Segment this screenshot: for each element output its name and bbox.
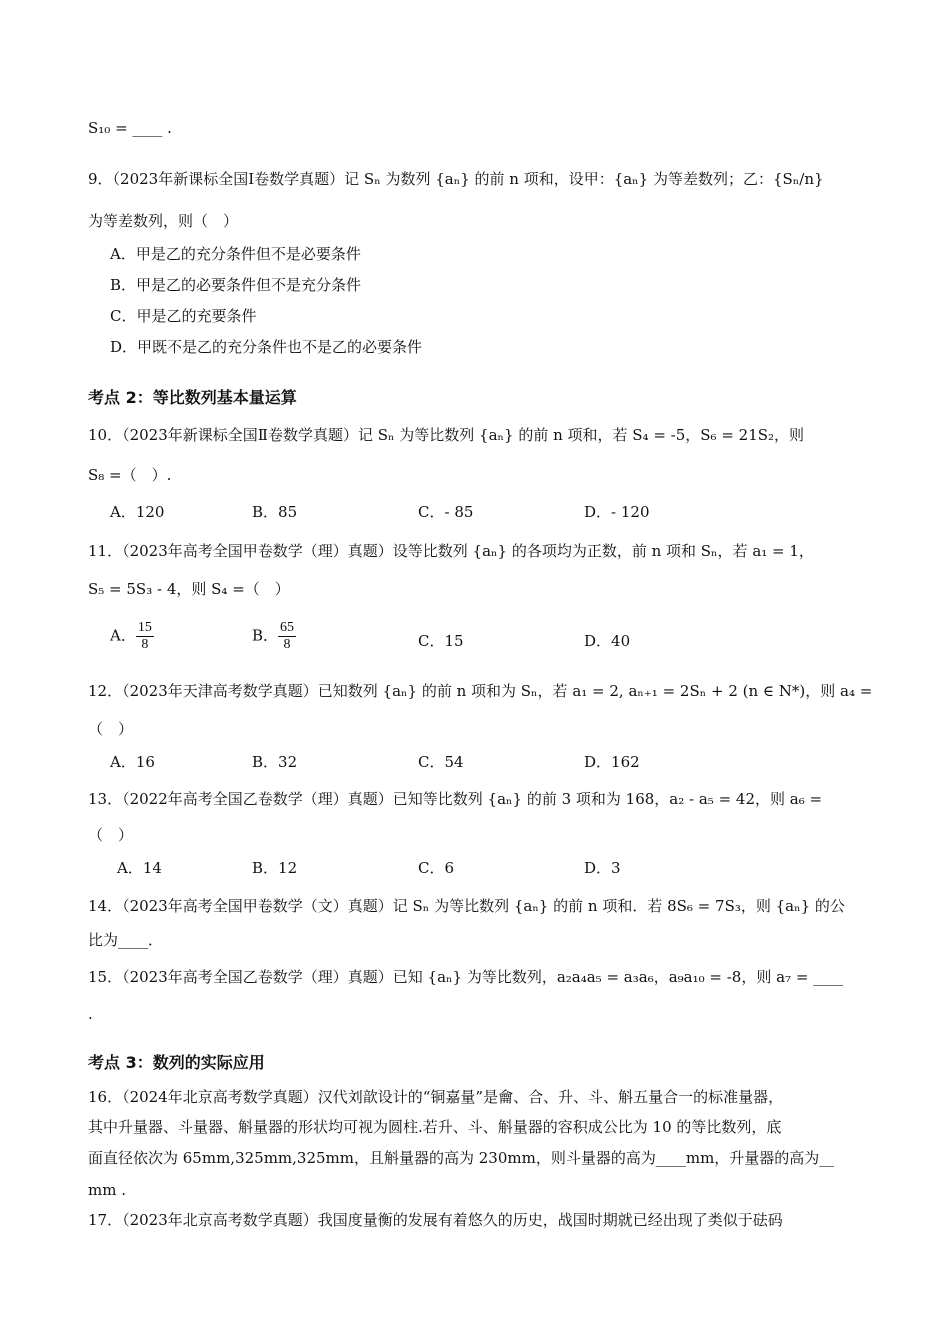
question-9-option-c[interactable]: C．甲是乙的充要条件 (110, 307, 257, 325)
question-11-option-a[interactable] (110, 620, 154, 653)
question-9-stem-cont: 为等差数列，则（ ） (88, 212, 239, 230)
question-14-stem-cont: 比为____． (88, 931, 164, 949)
question-15-stem: 15．（2023年高考全国乙卷数学（理）真题）已知 {aₙ} 为等比数列，a₂a₄a₅ = a₃a₆，a₉a₁₀ = -8，则 a₇ = ____ (88, 968, 844, 986)
question-12-option-a[interactable]: A．16 (110, 753, 155, 771)
question-12-option-c[interactable]: C．54 (418, 753, 464, 771)
question-17-stem: 17．（2023年北京高考数学真题）我国度量衡的发展有着悠久的历史，战国时期就已经出现了类似于砝码 (88, 1211, 783, 1229)
question-13-stem-cont: （ ） (88, 826, 134, 844)
option-b-label: B． (252, 626, 279, 645)
fraction-denominator: 8 (141, 637, 149, 652)
question-10-option-b[interactable]: B．85 (252, 503, 298, 521)
question-13-option-c[interactable]: C．6 (418, 859, 455, 877)
question-9-stem: 9．（2023年新课标全国Ⅰ卷数学真题）记 Sₙ 为数列 {aₙ} 的前 n 项和，设甲：{aₙ} 为等差数列；乙：{Sₙ/n} (88, 170, 824, 188)
question-12-stem-cont: （ ） (88, 720, 134, 738)
option-a-label: A． (110, 626, 136, 645)
question-13-stem: 13．（2022年高考全国乙卷数学（理）真题）已知等比数列 {aₙ} 的前 3 项和为 168，a₂ - a₅ = 42，则 a₆ = (88, 790, 823, 808)
question-10-option-d[interactable]: D．- 120 (584, 503, 650, 521)
section-heading-3: 考点 3：数列的实际应用 (88, 1053, 265, 1072)
question-11-stem-cont: S₅ = 5S₃ - 4，则 S₄ =（ ） (88, 580, 290, 598)
question-10-option-c[interactable]: C．- 85 (418, 503, 474, 521)
question-13-option-d[interactable]: D．3 (584, 859, 621, 877)
question-10-stem: 10．（2023年新课标全国Ⅱ卷数学真题）记 Sₙ 为等比数列 {aₙ} 的前 n 项和，若 S₄ = -5，S₆ = 21S₂，则 (88, 426, 805, 444)
question-11-stem: 11．（2023年高考全国甲卷数学（理）真题）设等比数列 {aₙ} 的各项均为正数，前 n 项和 Sₙ，若 a₁ = 1， (88, 542, 814, 560)
fraction-15-8 (136, 620, 154, 653)
fraction-numerator: 15 (137, 620, 152, 635)
question-16-stem-3: 面直径依次为 65mm,325mm,325mm，且斛量器的高为 230mm，则斗量器的高为____mm，升量器的高为__ (88, 1149, 835, 1167)
question-9-option-a[interactable]: A．甲是乙的充分条件但不是必要条件 (110, 245, 361, 263)
fraction-65-8 (278, 620, 296, 653)
question-12-stem: 12．（2023年天津高考数学真题）已知数列 {aₙ} 的前 n 项和为 Sₙ，若 a₁ = 2, aₙ₊₁ = 2Sₙ + 2 (n ∈ N*)，则 a₄ = (88, 682, 873, 700)
fraction-denominator: 8 (283, 637, 291, 652)
question-16-stem-4: mm . (88, 1181, 126, 1199)
question-9-option-d[interactable]: D．甲既不是乙的充分条件也不是乙的必要条件 (110, 338, 423, 356)
previous-question-tail: S₁₀ = ____ . (88, 119, 172, 137)
question-13-option-a[interactable]: A．14 (117, 859, 162, 877)
section-heading-2: 考点 2：等比数列基本量运算 (88, 388, 297, 407)
question-14-stem: 14．（2023年高考全国甲卷数学（文）真题）记 Sₙ 为等比数列 {aₙ} 的前 n 项和．若 8S₆ = 7S₃，则 {aₙ} 的公 (88, 897, 845, 915)
question-12-option-b[interactable]: B．32 (252, 753, 298, 771)
question-13-option-b[interactable]: B．12 (252, 859, 298, 877)
question-11-option-c[interactable]: C．15 (418, 632, 464, 650)
question-10-stem-cont: S₈ =（ ）. (88, 466, 172, 484)
question-9-option-b[interactable]: B．甲是乙的必要条件但不是充分条件 (110, 276, 362, 294)
question-10-option-a[interactable]: A．120 (110, 503, 165, 521)
question-11-option-b[interactable] (252, 620, 296, 653)
question-11-option-d[interactable]: D．40 (584, 632, 631, 650)
question-16-stem-2: 其中升量器、斗量器、斛量器的形状均可视为圆柱.若升、斗、斛量器的容积成公比为 10 的等比数列，底 (88, 1118, 782, 1136)
question-15-stem-cont: . (88, 1005, 93, 1023)
fraction-numerator: 65 (280, 620, 295, 635)
question-12-option-d[interactable]: D．162 (584, 753, 640, 771)
question-16-stem-1: 16．（2024年北京高考数学真题）汉代刘歆设计的“铜嘉量”是龠、合、升、斗、斛五量合一的标准量器， (88, 1088, 784, 1106)
